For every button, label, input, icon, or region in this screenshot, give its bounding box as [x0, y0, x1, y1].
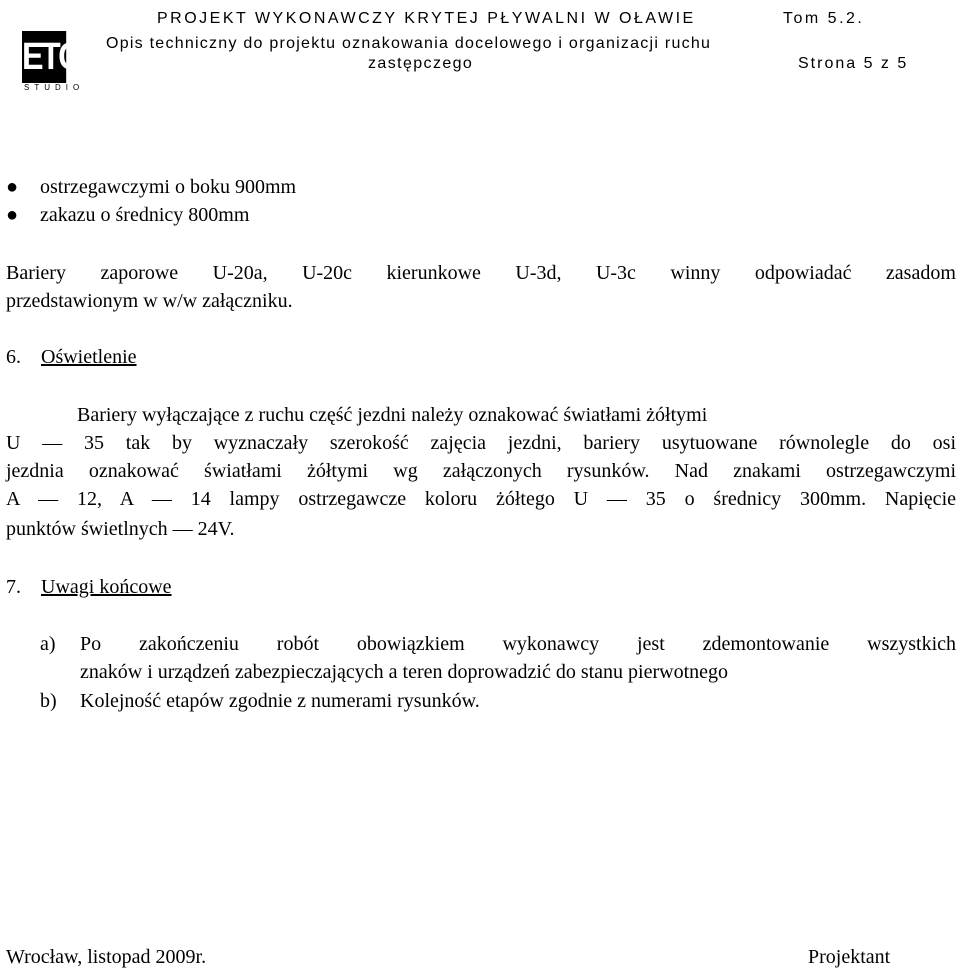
word: U-20c [302, 262, 353, 284]
word: Bariery [6, 262, 66, 284]
list-marker: a) [40, 633, 56, 655]
paragraph-line: U — 35 tak by wyznaczały szerokość zajęcia jezdni, bariery usytuowane równolegle do osi [6, 432, 956, 454]
place-and-date: Wrocław, listopad 2009r. [6, 946, 207, 968]
bullet-marker: ● [6, 204, 19, 226]
signature-label: Projektant [808, 946, 891, 968]
document-description-line2: zastępczego [368, 55, 474, 72]
section-number: 7. [6, 576, 21, 598]
word: zasadom [885, 262, 956, 284]
section-number: 6. [6, 346, 21, 368]
paragraph-line: A — 12, A — 14 lampy ostrzegawcze koloru żółtego U — 35 o średnicy 300mm. Napięcie [6, 488, 956, 510]
list-item: zakazu o średnicy 800mm [40, 204, 250, 226]
paragraph-line: punktów świetlnych — 24V. [6, 518, 235, 540]
word: U-3d, [515, 262, 562, 284]
document-description-line1: Opis techniczny do projektu oznakowania docelowego i organizacji ruchu [106, 35, 712, 52]
project-title: PROJEKT WYKONAWCZY KRYTEJ PŁYWALNI W OŁAWIE [157, 10, 696, 27]
section-title: Uwagi końcowe [41, 576, 172, 598]
word: zaporowe [100, 262, 179, 284]
section-title: Oświetlenie [41, 346, 137, 368]
page-header [0, 0, 960, 95]
list-item: ostrzegawczymi o boku 900mm [40, 176, 297, 198]
word: odpowiadać [754, 262, 852, 284]
bullet-marker: ● [6, 176, 19, 198]
company-logo: ETC [22, 31, 66, 83]
paragraph-line: przedstawionym w w/w załączniku. [6, 290, 293, 312]
paragraph-line [6, 259, 956, 287]
word: U-3c [595, 262, 636, 284]
word: winny [670, 262, 721, 284]
list-item: Po zakończeniu robót obowiązkiem wykonawcy jest zdemontowanie wszystkich [80, 633, 956, 655]
paragraph-line: Bariery wyłączające z ruchu część jezdni należy oznakować światłami żółtymi [77, 404, 708, 426]
page-number: Strona 5 z 5 [798, 55, 909, 72]
paragraph-line: jezdnia oznakować światłami żółtymi wg załączonych rysunków. Nad znakami ostrzegawczymi [6, 460, 956, 482]
word: kierunkowe [386, 262, 481, 284]
list-item-continuation: znaków i urządzeń zabezpieczających a teren doprowadzić do stanu pierwotnego [80, 661, 729, 683]
list-item: Kolejność etapów zgodnie z numerami rysunków. [80, 690, 480, 712]
company-logo-subtitle: STUDIO [24, 83, 85, 92]
word: U-20a, [212, 262, 268, 284]
volume-label: Tom 5.2. [783, 10, 865, 27]
list-marker: b) [40, 690, 57, 712]
